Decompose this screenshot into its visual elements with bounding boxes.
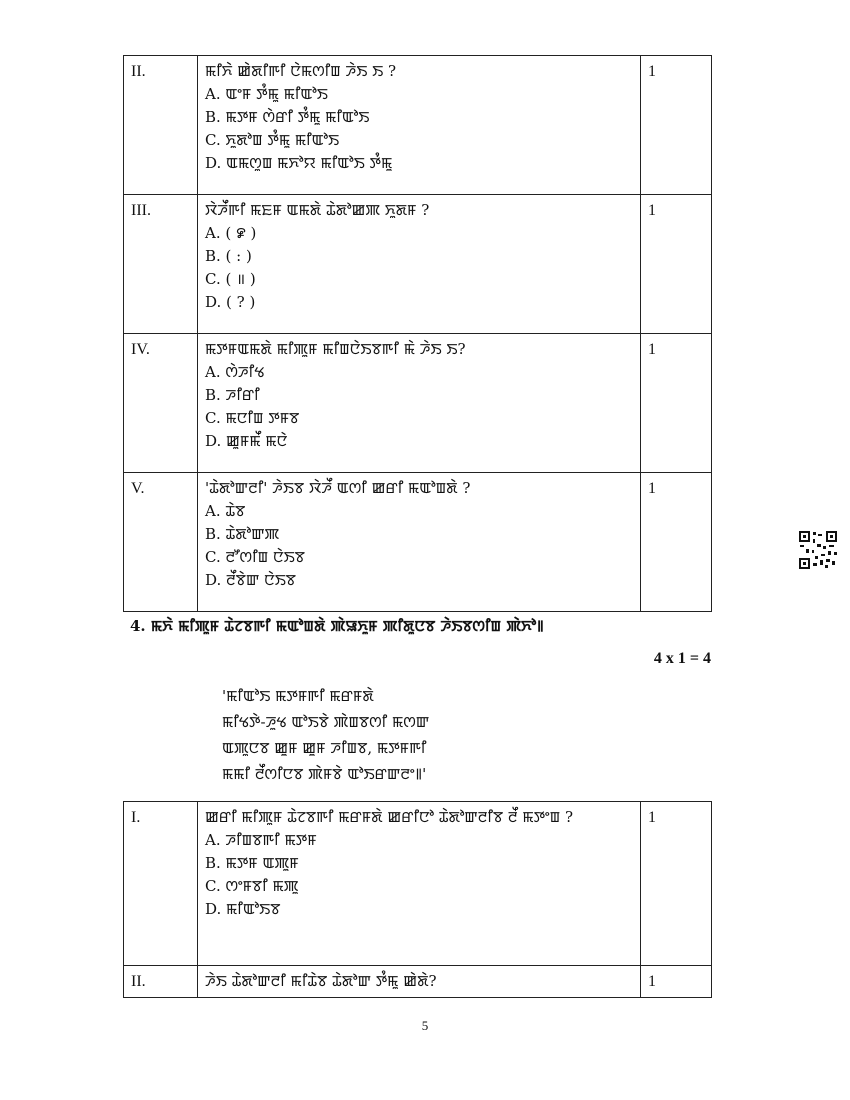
page-number: 5 [421,1018,429,1033]
question-text: ꯀꯔꯤ ꯃꯤꯄꯨꯝ ꯊꯥꯖꯕꯒꯤ ꯃꯔꯝꯗꯥ ꯀꯔꯤꯅꯣ ꯊꯥꯗꯣꯛꯂꯤꯕ ꯂꯩ ꯃꯇꯦꯡ ? [205,808,573,826]
table-row [124,56,712,195]
question-cell [198,802,641,966]
question-cell [198,56,641,195]
marks-cell: 1 [641,966,712,998]
question-number: II. [124,56,198,195]
option-c: C. ( ॥ ) [205,270,256,288]
option-d: D. ꯃꯤꯑꯣꯏꯕ [205,900,281,918]
table-row [124,195,712,334]
question-text: ꯍꯥꯏ ꯊꯥꯗꯣꯛꯂꯤ ꯃꯤꯊꯥꯕ ꯊꯥꯗꯣꯛ ꯇꯪꯃꯨ ꯀꯥꯗꯥ? [205,972,437,990]
option-b: B. ꯍꯤꯔꯤ [205,386,260,404]
option-c: C. ꯂꯧꯁꯤꯡ ꯅꯥꯏꯕ [205,548,305,566]
question-text: ꯃꯤꯈꯥ ꯀꯥꯗꯤꯒꯤ ꯅꯥꯃꯁꯤꯡ ꯍꯥꯏ ꯏ ? [205,62,397,80]
table-row [124,473,712,612]
poem-line: 'ꯃꯤꯑꯣꯏ ꯃꯇꯝꯒꯤ ꯃꯔꯝꯗꯥ [222,687,374,705]
option-a: A. ꯍꯤꯡꯕꯒꯤ ꯃꯇꯝ [205,831,317,849]
poem-line: ꯃꯤꯠꯇꯥ-ꯍꯨꯠ ꯑꯣꯏꯕꯥ ꯄꯥꯡꯕꯁꯤ ꯃꯁꯛ [222,713,430,731]
question-number: IV. [124,334,198,473]
question-number: I. [124,802,198,966]
marks-cell: 1 [641,334,712,473]
scoring-scheme: 4 x 1 = 4 [653,650,711,667]
option-c: C. ꯈꯨꯗꯣꯡ ꯇꯪꯃꯨ ꯃꯤꯑꯣꯏ [205,131,340,149]
marks-cell: 1 [641,473,712,612]
question-text: ꯃꯇꯝꯑꯃꯗꯥ ꯃꯤꯄꯨꯝ ꯃꯤꯡꯅꯥꯏꯕꯒꯤ ꯃꯥ ꯍꯥꯏ ꯏ? [205,340,466,358]
poem-line: ꯑꯄꯨꯅꯕ ꯀꯨꯝ ꯀꯨꯝ ꯍꯤꯡꯕ, ꯃꯇꯝꯒꯤ [222,739,427,757]
marks-cell: 1 [641,802,712,966]
table-row [124,334,712,473]
option-a: A. ꯑꯦꯝ ꯇꯪꯃꯨ ꯃꯤꯑꯣꯏ [205,85,328,103]
option-b: B. ( : ) [205,247,252,265]
question-cell [198,334,641,473]
question-cell [198,473,641,612]
option-a: A. ( ꯹ ) [205,224,257,242]
question-text: 'ꯊꯥꯗꯣꯛꯂꯤ' ꯍꯥꯏꯕ ꯋꯥꯍꯩ ꯑꯁꯤ ꯀꯔꯤ ꯃꯑꯣꯡꯗꯥ ? [205,479,471,497]
option-d: D. ( ? ) [205,293,256,311]
option-d: D. ꯀꯨꯝꯃꯩ ꯃꯅꯥ [205,432,288,450]
section-instruction: 4. ꯃꯈꯥ ꯃꯤꯄꯨꯝ ꯊꯥꯖꯕꯒꯤ ꯃꯑꯣꯡꯗꯥ ꯄꯥꯎꯈꯨꯝ ꯄꯤꯗꯨꯅꯕ ꯍꯥꯏꯕꯁꯤꯡ ꯄꯥꯈꯣ꯫ [130,617,544,635]
question-cell [198,966,641,998]
option-c: C. ꯁꯦꯝꯕꯤ ꯃꯄꯨ [205,877,299,895]
qr-code-icon [798,530,838,570]
table-row [124,802,712,966]
question-text: ꯋꯥꯍꯩꯒꯤ ꯃꯐꯝ ꯑꯃꯗꯥ ꯊꯥꯗꯣꯀꯄ ꯈꯨꯗꯝ ? [205,201,430,219]
option-b: B. ꯊꯥꯗꯣꯛꯄ [205,525,280,543]
option-d: D. ꯑꯃꯁꯨꯡ ꯃꯈꯣꯌ ꯃꯤꯑꯣꯏ ꯇꯪꯃꯨ [205,154,393,172]
option-d: D. ꯂꯩꯕꯥꯛ ꯅꯥꯏꯕ [205,571,296,589]
question-number: V. [124,473,198,612]
poem-excerpt [222,683,429,787]
question-number: II. [124,966,198,998]
marks-cell: 1 [641,56,712,195]
option-a: A. ꯊꯥꯕ [205,502,246,520]
marks-cell: 1 [641,195,712,334]
table-row [124,966,712,998]
option-a: A. ꯁꯥꯍꯤꯠ [205,363,265,381]
poem-line: ꯃꯃꯤ ꯂꯩꯁꯤꯅꯕ ꯄꯥꯝꯕꯥ ꯑꯣꯏꯔꯛꯂꯦ꯫' [222,765,427,783]
question-table-1 [123,55,712,612]
question-table-2 [123,801,712,998]
option-c: C. ꯃꯅꯤꯡ ꯇꯝꯕ [205,409,300,427]
option-b: B. ꯃꯇꯝ ꯁꯥꯔꯤ ꯇꯪꯃꯨ ꯃꯤꯑꯣꯏ [205,108,370,126]
question-number: III. [124,195,198,334]
question-cell [198,195,641,334]
option-b: B. ꯃꯇꯝ ꯑꯄꯨꯝ [205,854,299,872]
